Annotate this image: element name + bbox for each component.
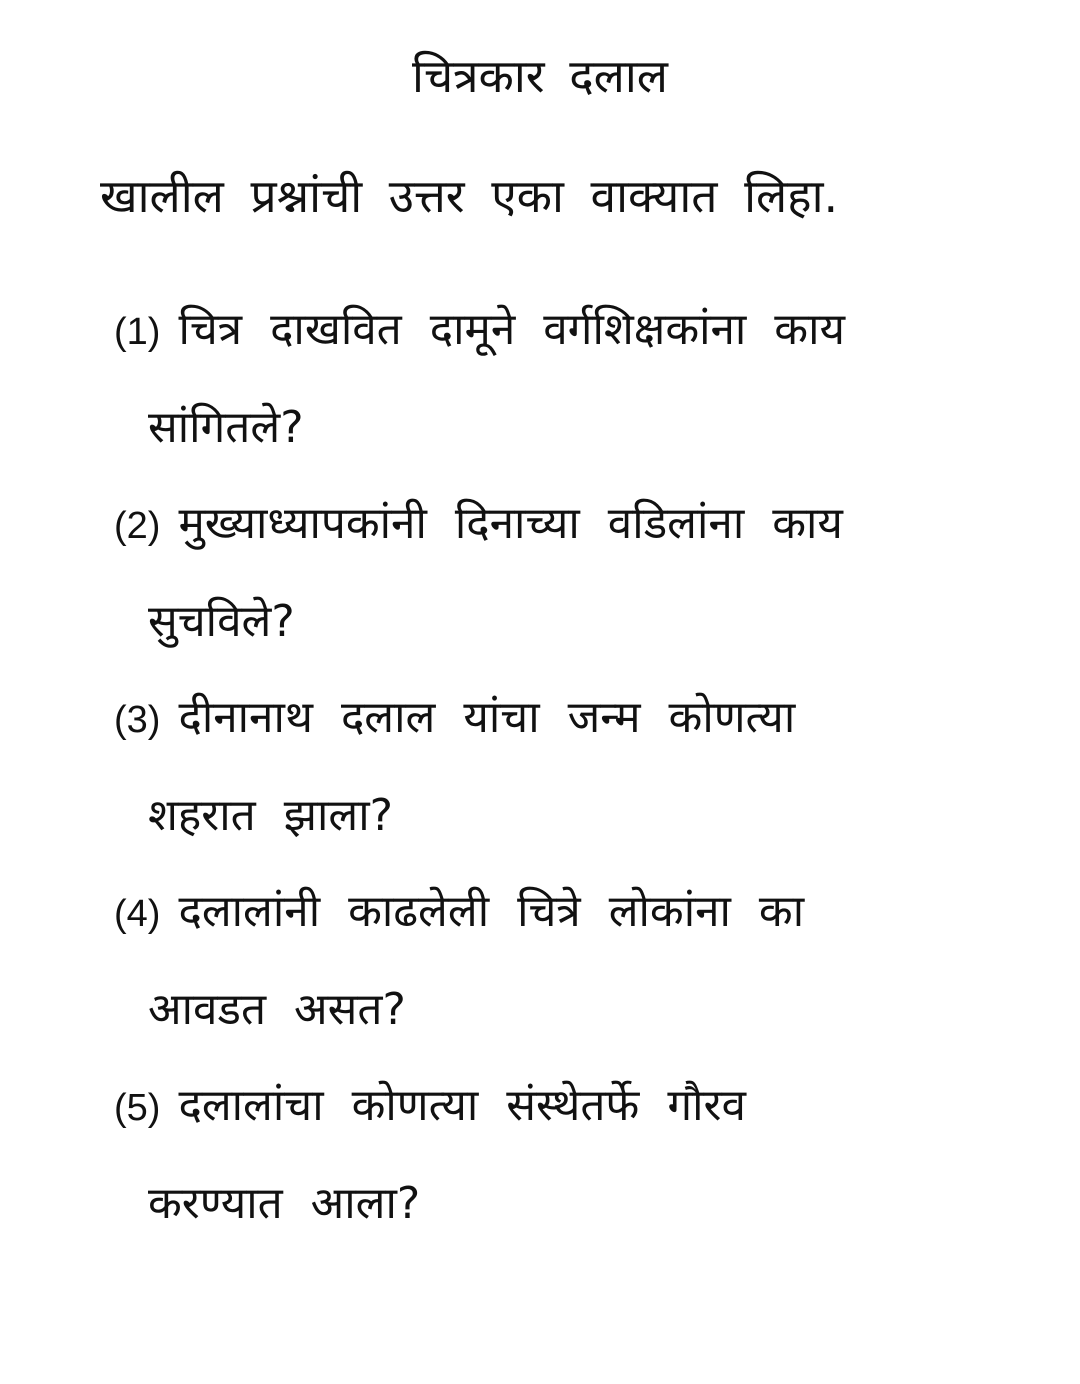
- question-first-line: [114, 282, 1014, 380]
- question-number: (1): [114, 311, 161, 353]
- question-number: (2): [114, 505, 161, 547]
- question-continuation: सांगितले?: [148, 402, 304, 453]
- question-first-line: [114, 670, 1014, 768]
- question-number: (4): [114, 893, 161, 935]
- question-item: [114, 282, 1014, 476]
- question-number: (3): [114, 699, 161, 741]
- question-continuation: शहरात झाला?: [148, 790, 393, 841]
- question-text: दीनानाथ दलाल यांचा जन्म कोणत्या: [178, 692, 796, 743]
- question-text: दलालांनी काढलेली चित्रे लोकांना का: [178, 886, 805, 937]
- question-item: [114, 1058, 1014, 1252]
- question-list: [114, 282, 1014, 1252]
- question-continuation: सुचविले?: [148, 596, 295, 647]
- question-continuation: करण्यात आला?: [148, 1178, 421, 1229]
- instruction-text: खालील प्रश्नांची उत्तर एका वाक्यात लिहा.: [100, 169, 839, 223]
- page-title: चित्रकार दलाल: [412, 49, 668, 103]
- question-text: मुख्याध्यापकांनी दिनाच्या वडिलांना काय: [178, 498, 843, 549]
- question-item: [114, 476, 1014, 670]
- question-first-line: [114, 1058, 1014, 1156]
- question-text: चित्र दाखवित दामूने वर्गशिक्षकांना काय: [178, 304, 846, 355]
- question-continuation: आवडत असत?: [148, 984, 406, 1035]
- question-number: (5): [114, 1087, 161, 1129]
- question-first-line: [114, 864, 1014, 962]
- question-first-line: [114, 476, 1014, 574]
- question-item: [114, 864, 1014, 1058]
- question-item: [114, 670, 1014, 864]
- question-text: दलालांचा कोणत्या संस्थेतर्फे गौरव: [178, 1080, 746, 1131]
